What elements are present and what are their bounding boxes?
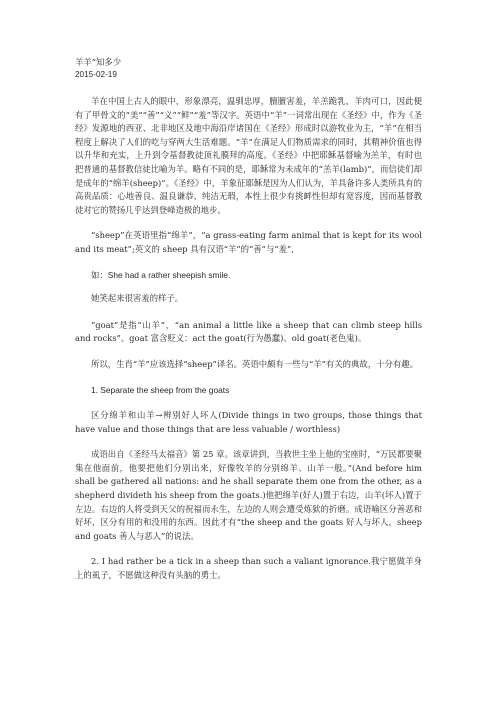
- example-sentence-english: 如：She had a rather sheepish smile.: [91, 269, 231, 280]
- paragraph-sheep-definition: “sheep”在英语里指“绵羊”，“a grass-eating farm animal that is kept for its wool and its meat”;英文的 sheep 具有汉语“羊”的“善”与“羞”,: [75, 230, 422, 254]
- paragraph-idiom1-definition: 区分绵羊和山羊→辨别好人坏人(Divide things in two groups, those things that have value and those things that are less valuable / worthless): [75, 410, 422, 434]
- paragraph-idiom1-origin: 成语出自《圣经马太福音》第 25 章。该章讲到，当救世主坐上他的宝座时，“万民都要聚集在他面前，他要把他们分别出来，好像牧羊的分别绵羊、山羊一般。”(And before him shall be gathered all nations: and he shall separate them one from the other, as a shepherd divideth his sheep from the goats.)他把绵羊(好人)置于右边，山羊(坏人)置于左边。右边的人将受到天父的祝福而永生，左边的人则会遭受炼狱的折磨。成语喻区分善恶和好坏，区分有用的和没用的东西。因此才有“the sheep and the goats 好人与坏人，sheep and goats 善人与恶人”的说法。: [75, 449, 422, 541]
- idiom-heading-1: 1. Separate the sheep from the goats: [91, 384, 230, 395]
- paragraph-intro: 羊在中国上古人的眼中，形象漂亮，温驯忠厚，膻膻害羞，羊羔跪乳，羊肉可口，因此便有了甲骨文的“美”“善”“义”“鲜”“羞”等汉字。英语中“羊”一词常出现在《圣经》中，作为《圣经》发源地的西亚、北非地区及地中海沿岸诸国在《圣经》形成时以游牧业为主，“羊”在相当程度上解决了人们的吃与穿两大生活难题。“羊”在满足人们物质需求的同时，其精神价值也得以升华和充实，上升到令基督教徒顶礼膜拜的高度。《圣经》中把耶稣基督喻为羔羊，有时也把普通的基督教信徒比喻为羊。略有不同的是，耶稣常为未成年的“羔羊(lamb)”，而信徒们却是成年的“绵羊(sheep)”。《圣经》中，羊象征耶稣是因为人们认为，羊具备许多人类所具有的高贵品质：心地善良、温良谦恭、纯洁无瑕，本性上很少有挑衅性但却有宽容度，因而基督教徒对它的赞扬几乎达到登峰造极的地步。: [75, 96, 422, 215]
- article-date: 2015-02-19: [75, 70, 117, 79]
- example-sentence-chinese: 她笑起来很害羞的样子。: [91, 293, 184, 304]
- paragraph-goat-definition: “goat”是指“山羊”，“an animal a little like a sheep that can climb steep hills and rocks”。goat 富含贬义：act the goat(行为愚蠢)、old goat(老色鬼)。: [75, 319, 422, 344]
- paragraph-idiom2: 2. I had rather be a tick in a sheep than such a valiant ignorance.我宁愿做羊身上的虱子，不愿做这种没有头脑的勇士。: [75, 556, 422, 581]
- paragraph-conclusion: 所以，生肖“羊”应该选择“sheep”译名。英语中颇有一些与“羊”有关的典故，十分有趣。: [91, 358, 419, 369]
- article-title: 羊羊”知多少: [75, 57, 122, 67]
- article-body: [75, 56, 422, 595]
